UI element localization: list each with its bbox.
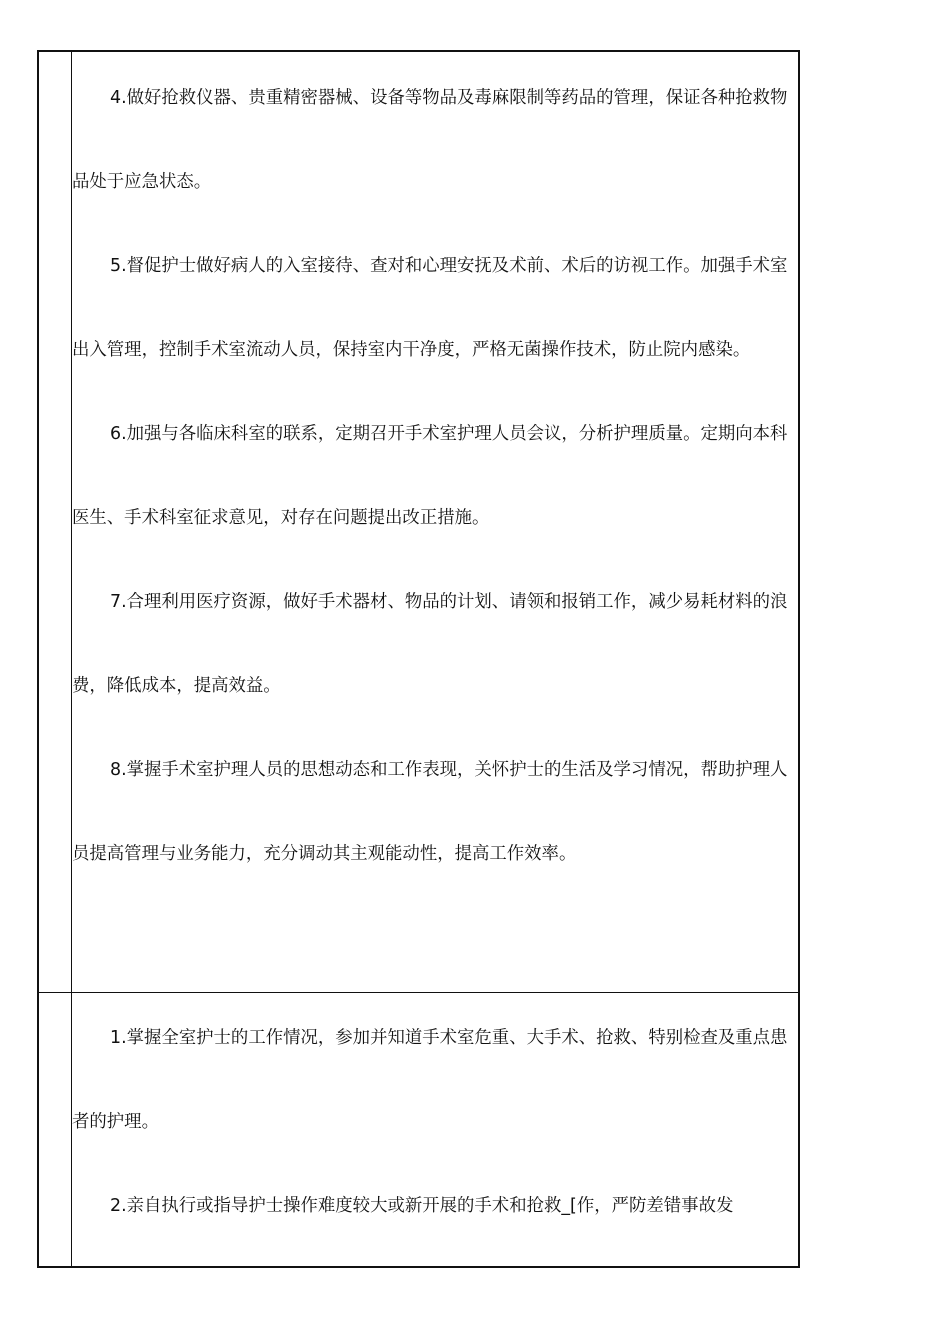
duty-paragraph-8: 8.掌握手术室护理人员的思想动态和工作表现，关怀护士的生活及学习情况，帮助护理人员提高管理与业务能力，充分调动其主观能动性，提高工作效率。 — [72, 760, 788, 864]
duty-paragraph-5: 5.督促护士做好病人的入室接待、查对和心理安抚及术前、术后的访视工作。加强手术室出入管理，控制手术室流动人员，保持室内干净度，严格无菌操作技术，防止院内感染。 — [72, 256, 788, 360]
content-cell — [72, 52, 798, 992]
duty-paragraph-6: 6.加强与各临床科室的联系，定期召开手术室护理人员会议，分析护理质量。定期向本科医生、手术科室征求意见，对存在问题提出改正措施。 — [72, 424, 788, 528]
document-table — [37, 50, 800, 1268]
duty-paragraph-4: 4.做好抢救仪器、贵重精密器械、设备等物品及毒麻限制等药品的管理，保证各种抢救物品处于应急状态。 — [72, 88, 788, 192]
duty-paragraph-7: 7.合理利用医疗资源，做好手术器材、物品的计划、请领和报销工作，减少易耗材料的浪费，降低成本，提高效益。 — [72, 592, 788, 696]
duty-paragraph-2: 2.亲自执行或指导护士操作难度较大或新开展的手术和抢救_[作，严防差错事故发 — [110, 1196, 734, 1216]
label-cell — [39, 993, 72, 1266]
content-cell — [72, 993, 798, 1266]
table-row — [39, 993, 798, 1266]
table-row — [39, 52, 798, 993]
label-cell — [39, 52, 72, 992]
duty-paragraph-1: 1.掌握全室护士的工作情况，参加并知道手术室危重、大手术、抢救、特别检查及重点患者的护理。 — [72, 1028, 788, 1132]
